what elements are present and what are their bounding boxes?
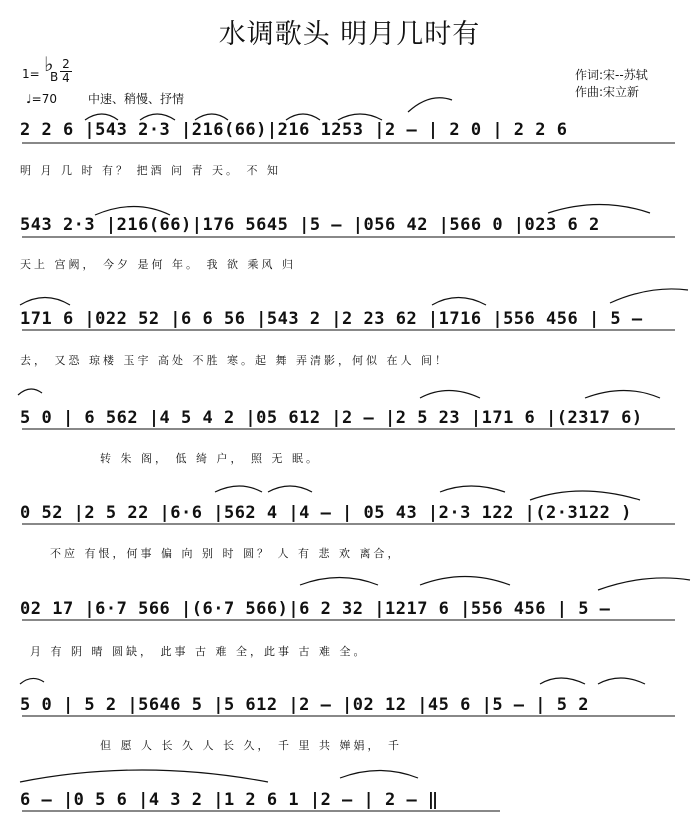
notation-line-2: 543 2·3 |216(66)|176 5645 |5 – |056 42 |566 0 |023 6 2: [20, 215, 600, 235]
composer-credit: 作曲:宋立新: [575, 85, 640, 99]
notation-line-5: 0 52 |2 5 22 |6·6 |562 4 |4 – | 05 43 |2·3 122 |(2·3122 ): [20, 503, 632, 523]
lyricist-credit: 作词:宋--苏轼: [575, 68, 648, 82]
lyrics-line-4: 转 朱 阁， 低 绮 户， 照 无 眠。: [100, 452, 320, 465]
notation-line-6: 02 17 |6·7 566 |(6·7 566)|6 2 32 |1217 6 |556 456 | 5 –: [20, 599, 611, 619]
lyrics-line-3: 去， 又恐 琼楼 玉宇 高处 不胜 寒。起 舞 弄清影，何似 在人 间！: [20, 354, 449, 367]
slur: [20, 770, 268, 782]
slur: [585, 391, 660, 399]
slur: [340, 771, 418, 779]
song-title: 水调歌头 明月几时有: [218, 19, 481, 50]
notation-line-7: 5 0 | 5 2 |5646 5 |5 612 |2 – |02 12 |45 6 |5 – | 5 2: [20, 695, 589, 715]
notation-line-4: 5 0 | 6 562 |4 5 4 2 |05 612 |2 – |2 5 23 |171 6 |(2317 6): [20, 408, 643, 428]
notation-line-1: 2 2 6 |543 2·3 |216(66)|216 1253 |2 – | 2 0 | 2 2 6: [20, 120, 568, 140]
lyrics-line-7: 但 愿 人 长 久 人 长 久， 千 里 共 婵娟， 千: [100, 739, 402, 752]
slur: [420, 577, 510, 586]
lyrics-line-2: 天上 宫阙， 今夕 是何 年。 我 欲 乘风 归: [20, 258, 296, 271]
slur: [440, 486, 505, 492]
lyrics-line-5: 不应 有恨，何事 偏 向 别 时 圆？ 人 有 悲 欢 离合，: [50, 547, 402, 560]
slur: [215, 486, 262, 492]
slur: [18, 389, 42, 395]
slur: [95, 207, 170, 216]
lyrics-line-1: 明 月 几 时 有？ 把酒 问 青 天。 不 知: [20, 164, 281, 177]
tempo-text: 中速、稍慢、抒情: [88, 92, 185, 106]
slur: [20, 678, 44, 684]
key-letter: B: [50, 70, 59, 84]
notation-line-3: 171 6 |022 52 |6 6 56 |543 2 |2 23 62 |1716 |556 456 | 5 –: [20, 309, 643, 329]
tempo-mark: ♩=70: [26, 92, 57, 106]
key-prefix: 1=: [22, 67, 40, 81]
slur: [408, 98, 452, 112]
slur: [548, 205, 650, 214]
notation-line-8: 6 – |0 5 6 |4 3 2 |1 2 6 1 |2 – | 2 – ‖: [20, 790, 439, 810]
slur: [20, 298, 70, 306]
slur: [598, 578, 690, 590]
slur: [300, 578, 378, 586]
slur: [420, 391, 480, 399]
slur: [432, 298, 486, 306]
slur: [598, 678, 645, 684]
flat-icon: ♭: [44, 52, 54, 76]
slur: [268, 486, 312, 492]
slur: [530, 491, 640, 500]
time-bottom: 4: [62, 71, 70, 85]
slur: [540, 678, 585, 684]
time-top: 2: [62, 57, 70, 71]
lyrics-line-6: 月 有 阴 晴 圆缺， 此事 古 难 全，此事 古 难 全。: [30, 645, 368, 658]
slur: [610, 289, 688, 303]
